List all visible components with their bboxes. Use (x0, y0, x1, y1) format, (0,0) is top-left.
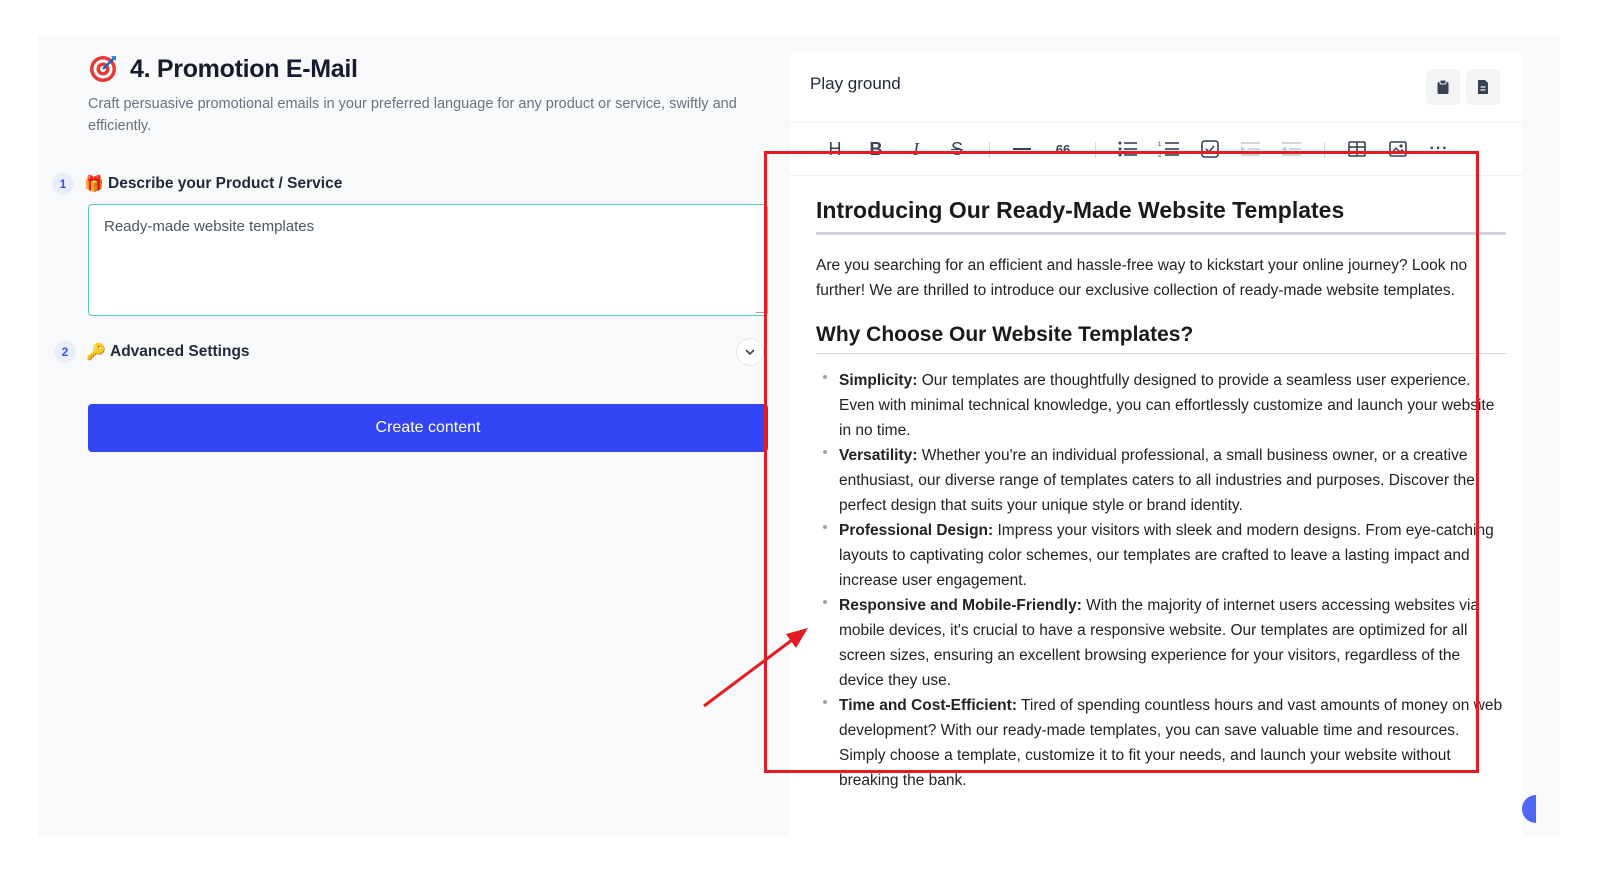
feature-text: Our templates are thoughtfully designed to provide a seamless user experience. Even with minimal technical knowledge, you can effortlessly customize and launch your website in no time. (839, 372, 1495, 439)
quote-icon: 66 (1055, 141, 1071, 157)
insert-table-button[interactable] (1341, 133, 1373, 165)
numbered-list-button[interactable] (1153, 133, 1185, 165)
step-label: Advanced Settings (110, 343, 250, 360)
copy-button[interactable] (1426, 69, 1460, 105)
toolbar-divider (989, 142, 990, 158)
advanced-settings-toggle[interactable] (736, 338, 764, 366)
step-number: 1 (52, 173, 74, 195)
product-description-input[interactable] (88, 204, 768, 316)
indent-icon (1241, 141, 1261, 157)
feature-title: Time and Cost-Efficient: (839, 697, 1017, 714)
feature-text: Tired of spending countless hours and vast amounts of money on web development? With our ready-made templates, you can save valuable time and resources. Simply choose a template, customize it to fit your needs, and launch your website without breaking the bank. (839, 697, 1503, 789)
table-icon (1348, 141, 1366, 157)
svg-text:2: 2 (1158, 153, 1162, 158)
editor-toolbar (790, 122, 1522, 176)
toolbar-divider (1095, 142, 1096, 158)
page-title: 4. Promotion E-Mail (130, 54, 358, 83)
feature-title: Simplicity: (839, 372, 918, 389)
resize-handle[interactable] (756, 304, 765, 313)
list-item (839, 518, 1506, 593)
key-icon: 🔑 (86, 344, 106, 361)
step-advanced-settings[interactable] (54, 341, 250, 363)
chat-launcher-button[interactable] (1522, 795, 1536, 823)
heading-icon: H (828, 138, 842, 159)
list-item (839, 368, 1506, 443)
clipboard-icon (1436, 79, 1450, 95)
outdent-button[interactable] (1276, 133, 1308, 165)
strikethrough-button[interactable] (941, 133, 973, 165)
form-panel (38, 36, 798, 836)
document-icon (1477, 79, 1489, 95)
feature-list (816, 368, 1506, 793)
step-label: Describe your Product / Service (108, 175, 343, 192)
feature-title: Responsive and Mobile-Friendly: (839, 597, 1082, 614)
heading-button[interactable] (819, 133, 851, 165)
list-item (839, 443, 1506, 518)
chevron-down-icon (744, 346, 756, 358)
more-icon: ··· (1429, 140, 1449, 157)
bullet-list-icon (1118, 141, 1138, 157)
task-list-button[interactable] (1194, 133, 1226, 165)
content-intro: Are you searching for an efficient and hassle-free way to kickstart your online journey? Look no further! We are thrilled to introduce our exclusive collection of ready-made website templates. (816, 257, 1468, 299)
outdent-icon (1282, 141, 1302, 157)
horizontal-rule-icon (1013, 147, 1031, 151)
indent-button[interactable] (1235, 133, 1267, 165)
italic-button[interactable] (900, 133, 932, 165)
bullet-list-button[interactable] (1112, 133, 1144, 165)
toolbar-divider (1324, 142, 1325, 158)
title-row (88, 54, 358, 84)
product-description-value: Ready-made website templates (104, 218, 315, 235)
svg-text:1: 1 (1158, 142, 1162, 148)
list-item (839, 593, 1506, 693)
playground-title: Play ground (810, 74, 901, 93)
image-icon (1389, 141, 1407, 157)
feature-text: With the majority of internet users accessing websites via mobile devices, it's crucial to have a responsive website. Our templates are optimized for all screen sizes, ensuring an excellent browsing experience for your visitors, regardless of the device they use. (839, 597, 1480, 689)
checkbox-icon (1201, 140, 1219, 158)
page-description: Craft persuasive promotional emails in your preferred language for any product or service, swiftly and efficiently. (88, 96, 737, 134)
insert-image-button[interactable] (1382, 133, 1414, 165)
export-document-button[interactable] (1466, 69, 1500, 105)
app-frame (38, 36, 1560, 836)
more-options-button[interactable] (1423, 133, 1455, 165)
bold-icon: B (869, 138, 883, 159)
feature-title: Professional Design: (839, 522, 994, 539)
playground-panel (790, 52, 1522, 836)
numbered-list-icon (1158, 140, 1180, 158)
editor-content[interactable] (802, 185, 1520, 811)
strikethrough-icon: S (950, 138, 963, 159)
feature-text: Impress your visitors with sleek and modern designs. From eye-catching layouts to captivating color schemes, our templates are crafted to leave a lasting impact and increase user engagement. (839, 522, 1494, 589)
create-content-button[interactable]: Create content (88, 404, 768, 452)
step-describe-product (52, 173, 342, 195)
quote-button[interactable] (1047, 133, 1079, 165)
horizontal-rule-button[interactable] (1006, 133, 1038, 165)
content-subheading: Why Choose Our Website Templates? (816, 323, 1506, 354)
italic-icon: I (913, 138, 919, 159)
step-number: 2 (54, 341, 76, 363)
target-icon (88, 54, 118, 84)
feature-text: Whether you're an individual professional, a small business owner, or a creative enthusiast, our diverse range of templates caters to all industries and purposes. Discover the perfect design that suits your unique style or brand identity. (839, 447, 1475, 514)
bold-button[interactable] (860, 133, 892, 165)
content-heading: Introducing Our Ready-Made Website Templates (816, 197, 1506, 235)
list-item (839, 693, 1506, 793)
feature-title: Versatility: (839, 447, 918, 464)
gift-icon: 🎁 (84, 176, 104, 193)
